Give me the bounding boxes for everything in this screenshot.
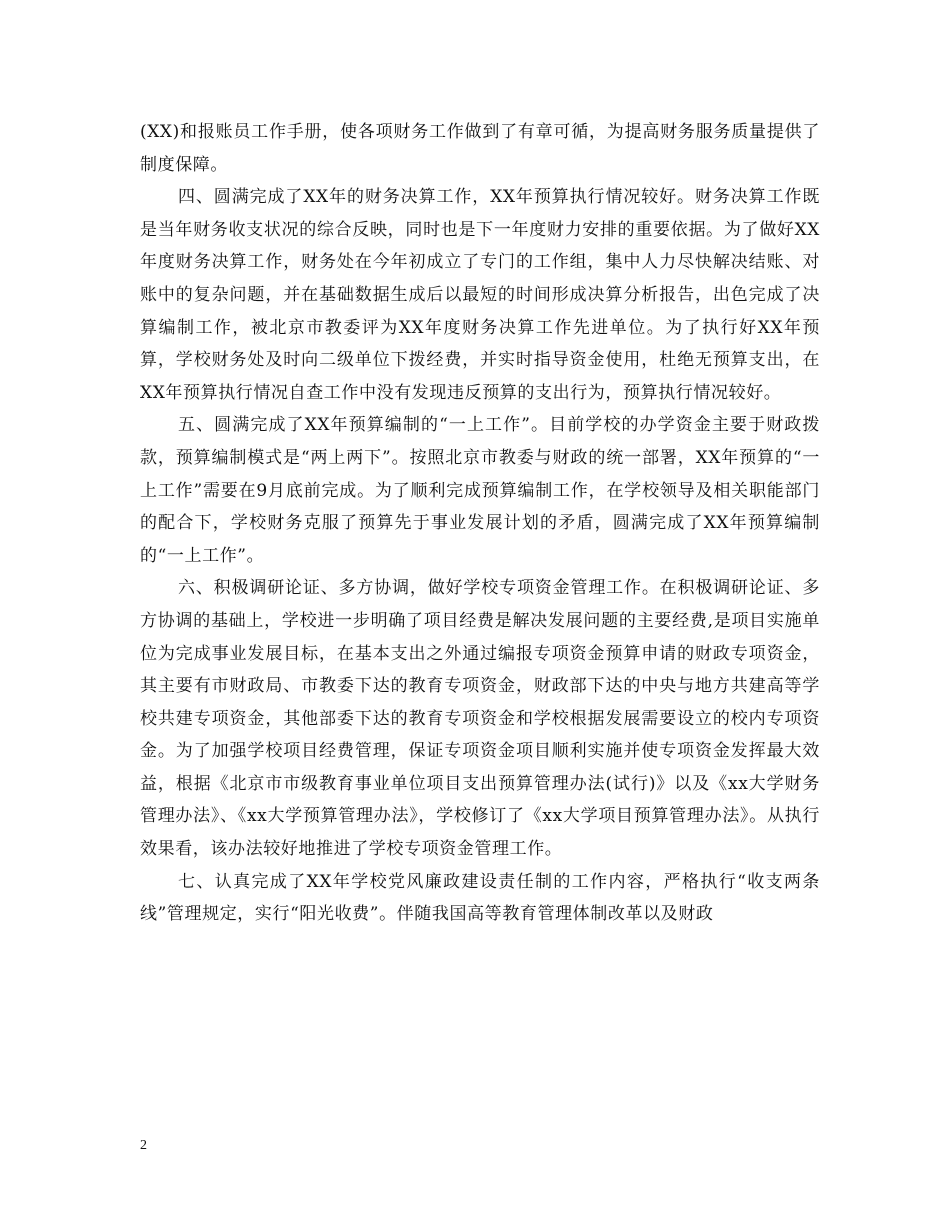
paragraph-section-five: 五、圆满完成了XX年预算编制的“一上工作”。目前学校的办学资金主要于财政拨款，预算编制模式是“两上两下”。按照北京市教委与财政的统一部署，XX年预算的“一上工作”需要在9月底前完成。为了顺利完成预算编制工作，在学校领导及相关职能部门的配合下，学校财务克服了预算先于事业发展计划的矛盾，圆满完成了XX年预算编制的“一上工作”。 [140, 415, 820, 566]
paragraph-section-four: 四、圆满完成了XX年的财务决算工作，XX年预算执行情况较好。财务决算工作既是当年财务收支状况的综合反映，同时也是下一年度财力安排的重要依据。为了做好XX年度财务决算工作，财务处在今年初成立了专门的工作组，集中人力尽快解决结账、对账中的复杂问题，并在基础数据生成后以最短的时间形成决算分析报告，出色完成了决算编制工作，被北京市教委评为XX年度财务决算工作先进单位。为了执行好XX年预算，学校财务处及时向二级单位下拨经费，并实时指导资金使用，杜绝无预算支出，在XX年预算执行情况自查工作中没有发现违反预算的支出行为，预算执行情况较好。 [140, 187, 820, 403]
paragraph-section-seven: 七、认真完成了XX年学校党风廉政建设责任制的工作内容，严格执行“收支两条线”管理规定，实行“阳光收费”。伴随我国高等教育管理体制改革以及财政 [140, 871, 820, 925]
document-body [140, 116, 820, 931]
page-number: 2 [140, 1138, 147, 1153]
paragraph-section-six: 六、积极调研论证、多方协调，做好学校专项资金管理工作。在积极调研论证、多方协调的基础上，学校进一步明确了项目经费是解决发展问题的主要经费,是项目实施单位为完成事业发展目标，在基本支出之外通过编报专项资金预算申请的财政专项资金，其主要有市财政局、市教委下达的教育专项资金，财政部下达的中央与地方共建高等学校共建专项资金，其他部委下达的教育专项资金和学校根据发展需要设立的校内专项资金。为了加强学校项目经费管理，保证专项资金项目顺利实施并使专项资金发挥最大效益，根据《北京市市级教育事业单位项目支出预算管理办法(试行)》以及《xx大学财务管理办法》、《xx大学预算管理办法》，学校修订了《xx大学项目预算管理办法》。从执行效果看，该办法较好地推进了学校专项资金管理工作。 [140, 578, 820, 860]
paragraph-continuation: (XX)和报账员工作手册，使各项财务工作做到了有章可循，为提高财务服务质量提供了制度保障。 [140, 122, 820, 175]
